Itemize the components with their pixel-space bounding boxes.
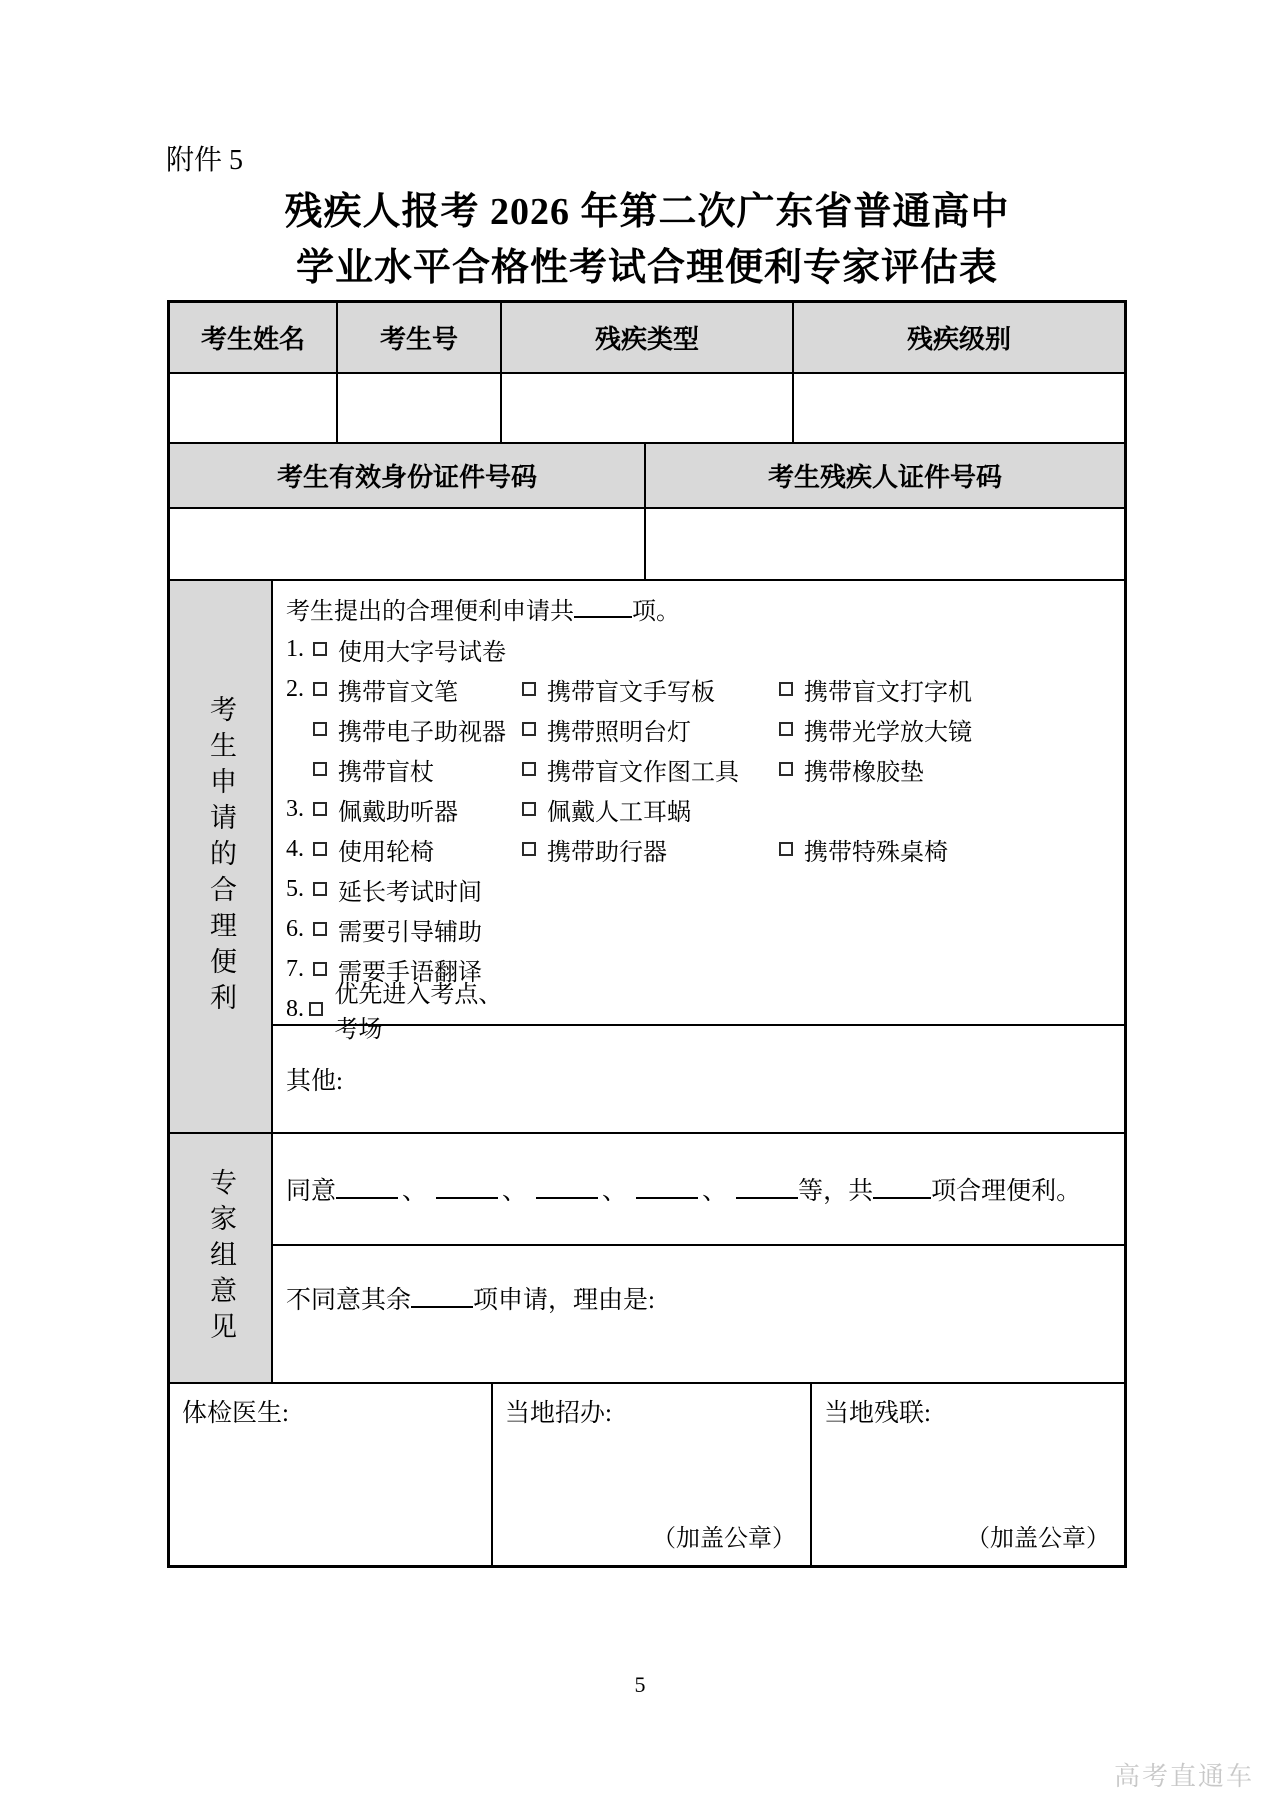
option-label: 携带盲文打字机 — [804, 679, 972, 706]
checkbox-icon[interactable] — [522, 802, 536, 816]
candidate-name-field — [170, 374, 336, 442]
option-row: 6. 需要引导辅助 — [286, 909, 1118, 949]
disabled-federation-label: 当地残联: — [824, 1400, 931, 1427]
checkbox-icon[interactable] — [779, 762, 793, 776]
checkbox-icon[interactable] — [313, 722, 327, 736]
option-label: 携带盲文笔 — [338, 679, 458, 706]
title-line-2: 学业水平合格性考试合理便利专家评估表 — [295, 247, 998, 289]
checkbox-icon[interactable] — [522, 682, 536, 696]
option-row: 5. 延长考试时间 — [286, 869, 1118, 909]
option-label: 携带光学放大镜 — [804, 719, 972, 746]
header-disability-cert-number: 考生残疾人证件号码 — [644, 444, 1124, 507]
option-label: 携带橡胶垫 — [804, 759, 924, 786]
checkbox-icon[interactable] — [313, 642, 327, 656]
option-row: 4. 使用轮椅 携带助行器 携带特殊桌椅 — [286, 829, 1118, 869]
info-header-row — [170, 303, 1124, 372]
intro-suffix: 项。 — [632, 598, 680, 625]
physician-label: 体检医生: — [182, 1400, 289, 1427]
accommodations-section — [170, 579, 1124, 1132]
info-input-row — [170, 372, 1124, 442]
option-row — [286, 709, 1118, 749]
checkbox-icon[interactable] — [779, 722, 793, 736]
page-number: 5 — [634, 1672, 646, 1697]
option-label: 携带助行器 — [547, 839, 667, 866]
checkbox-icon[interactable] — [779, 682, 793, 696]
option-label: 携带照明台灯 — [547, 719, 691, 746]
blank-line — [411, 1288, 473, 1308]
physician-signature-cell — [170, 1384, 491, 1565]
option-row: 8. 优先进入考点、考场 — [286, 989, 1118, 1029]
option-row: 7. 需要手语翻译 — [286, 949, 1118, 989]
intro-prefix: 考生提出的合理便利申请共 — [286, 598, 574, 625]
blank-line — [436, 1179, 498, 1199]
accommodations-side-label: 考生申请的合理便利 — [206, 694, 236, 1019]
option-label: 携带盲杖 — [338, 759, 434, 786]
checkbox-icon[interactable] — [313, 802, 327, 816]
checkbox-icon[interactable] — [313, 762, 327, 776]
other-label: 其他: — [286, 1068, 343, 1095]
option-row: 2. 携带盲文笔 携带盲文手写板 携带盲文打字机 — [286, 669, 1118, 709]
option-label: 携带盲文作图工具 — [547, 759, 739, 786]
blank-line — [574, 598, 632, 618]
accommodations-side-label-cell — [170, 581, 271, 1132]
agree-prefix: 同意 — [286, 1178, 337, 1205]
disabled-federation-cell — [810, 1384, 1124, 1565]
expert-opinion-section — [170, 1132, 1124, 1382]
signature-row — [170, 1382, 1124, 1565]
evaluation-form-table — [167, 300, 1127, 1568]
disagree-row — [273, 1244, 1124, 1382]
cert-input-row — [170, 507, 1124, 579]
agree-suffix: 项合理便利。 — [931, 1178, 1082, 1205]
admissions-office-cell — [491, 1384, 810, 1565]
header-disability-level: 残疾级别 — [792, 303, 1124, 372]
candidate-number-field — [336, 374, 500, 442]
option-label: 需要引导辅助 — [338, 919, 482, 946]
option-label: 使用轮椅 — [338, 839, 434, 866]
checkbox-icon[interactable] — [522, 722, 536, 736]
option-label: 佩戴人工耳蜗 — [547, 799, 691, 826]
checkbox-icon[interactable] — [313, 882, 327, 896]
header-candidate-name: 考生姓名 — [200, 325, 305, 354]
option-label: 携带电子助视器 — [338, 719, 506, 746]
watermark-text: 高考直通车 — [1113, 1761, 1254, 1791]
agree-row: 同意 、 、 、 、 等，共 项合理便利。 — [273, 1134, 1124, 1244]
blank-line — [736, 1179, 798, 1199]
header-disability-type: 残疾类型 — [500, 303, 792, 372]
header-candidate-number: 考生号 — [336, 303, 500, 372]
expert-side-label: 专家组意见 — [206, 1168, 236, 1348]
document-title — [167, 184, 1127, 296]
option-label: 延长考试时间 — [338, 879, 482, 906]
disability-level-field — [792, 374, 1124, 442]
option-row: 3. 佩戴助听器 佩戴人工耳蜗 — [286, 789, 1118, 829]
option-label: 使用大字号试卷 — [338, 639, 506, 666]
admissions-office-label: 当地招办: — [505, 1400, 612, 1427]
agree-middle: 等，共 — [798, 1178, 874, 1205]
accommodations-intro — [286, 587, 1118, 629]
other-accommodation-row — [273, 1024, 1124, 1132]
official-seal-note: （加盖公章） — [652, 1526, 796, 1552]
blank-line — [536, 1179, 598, 1199]
option-label: 需要手语翻译 — [338, 959, 482, 986]
id-number-field — [170, 509, 644, 579]
disagree-prefix: 不同意其余 — [286, 1287, 412, 1314]
option-label: 佩戴助听器 — [338, 799, 458, 826]
option-label: 优先进入考点、考场 — [334, 982, 503, 1043]
option-label: 携带盲文手写板 — [547, 679, 715, 706]
option-row: 1. 使用大字号试卷 — [286, 629, 1118, 669]
checkbox-icon[interactable] — [313, 682, 327, 696]
disability-cert-number-field — [644, 509, 1124, 579]
accommodations-checklist — [273, 581, 1124, 1043]
blank-line — [873, 1179, 931, 1199]
option-label: 携带特殊桌椅 — [804, 839, 948, 866]
checkbox-icon[interactable] — [309, 1002, 323, 1016]
expert-content — [271, 1134, 1124, 1382]
checkbox-icon[interactable] — [313, 842, 327, 856]
expert-side-label-cell — [170, 1134, 271, 1382]
checkbox-icon[interactable] — [522, 842, 536, 856]
option-row — [286, 749, 1118, 789]
checkbox-icon[interactable] — [522, 762, 536, 776]
checkbox-icon[interactable] — [779, 842, 793, 856]
blank-line — [636, 1179, 698, 1199]
checkbox-icon[interactable] — [313, 922, 327, 936]
cert-header-row — [170, 442, 1124, 507]
disability-type-field — [500, 374, 792, 442]
accommodations-content — [271, 581, 1124, 1132]
official-seal-note: （加盖公章） — [966, 1526, 1110, 1552]
header-id-number: 考生有效身份证件号码 — [276, 463, 537, 492]
blank-line — [336, 1179, 398, 1199]
title-line-1: 残疾人报考 2026 年第二次广东省普通高中 — [284, 191, 1010, 233]
disagree-suffix: 项申请，理由是: — [473, 1287, 655, 1314]
attachment-label: 附件 5 — [166, 145, 244, 176]
